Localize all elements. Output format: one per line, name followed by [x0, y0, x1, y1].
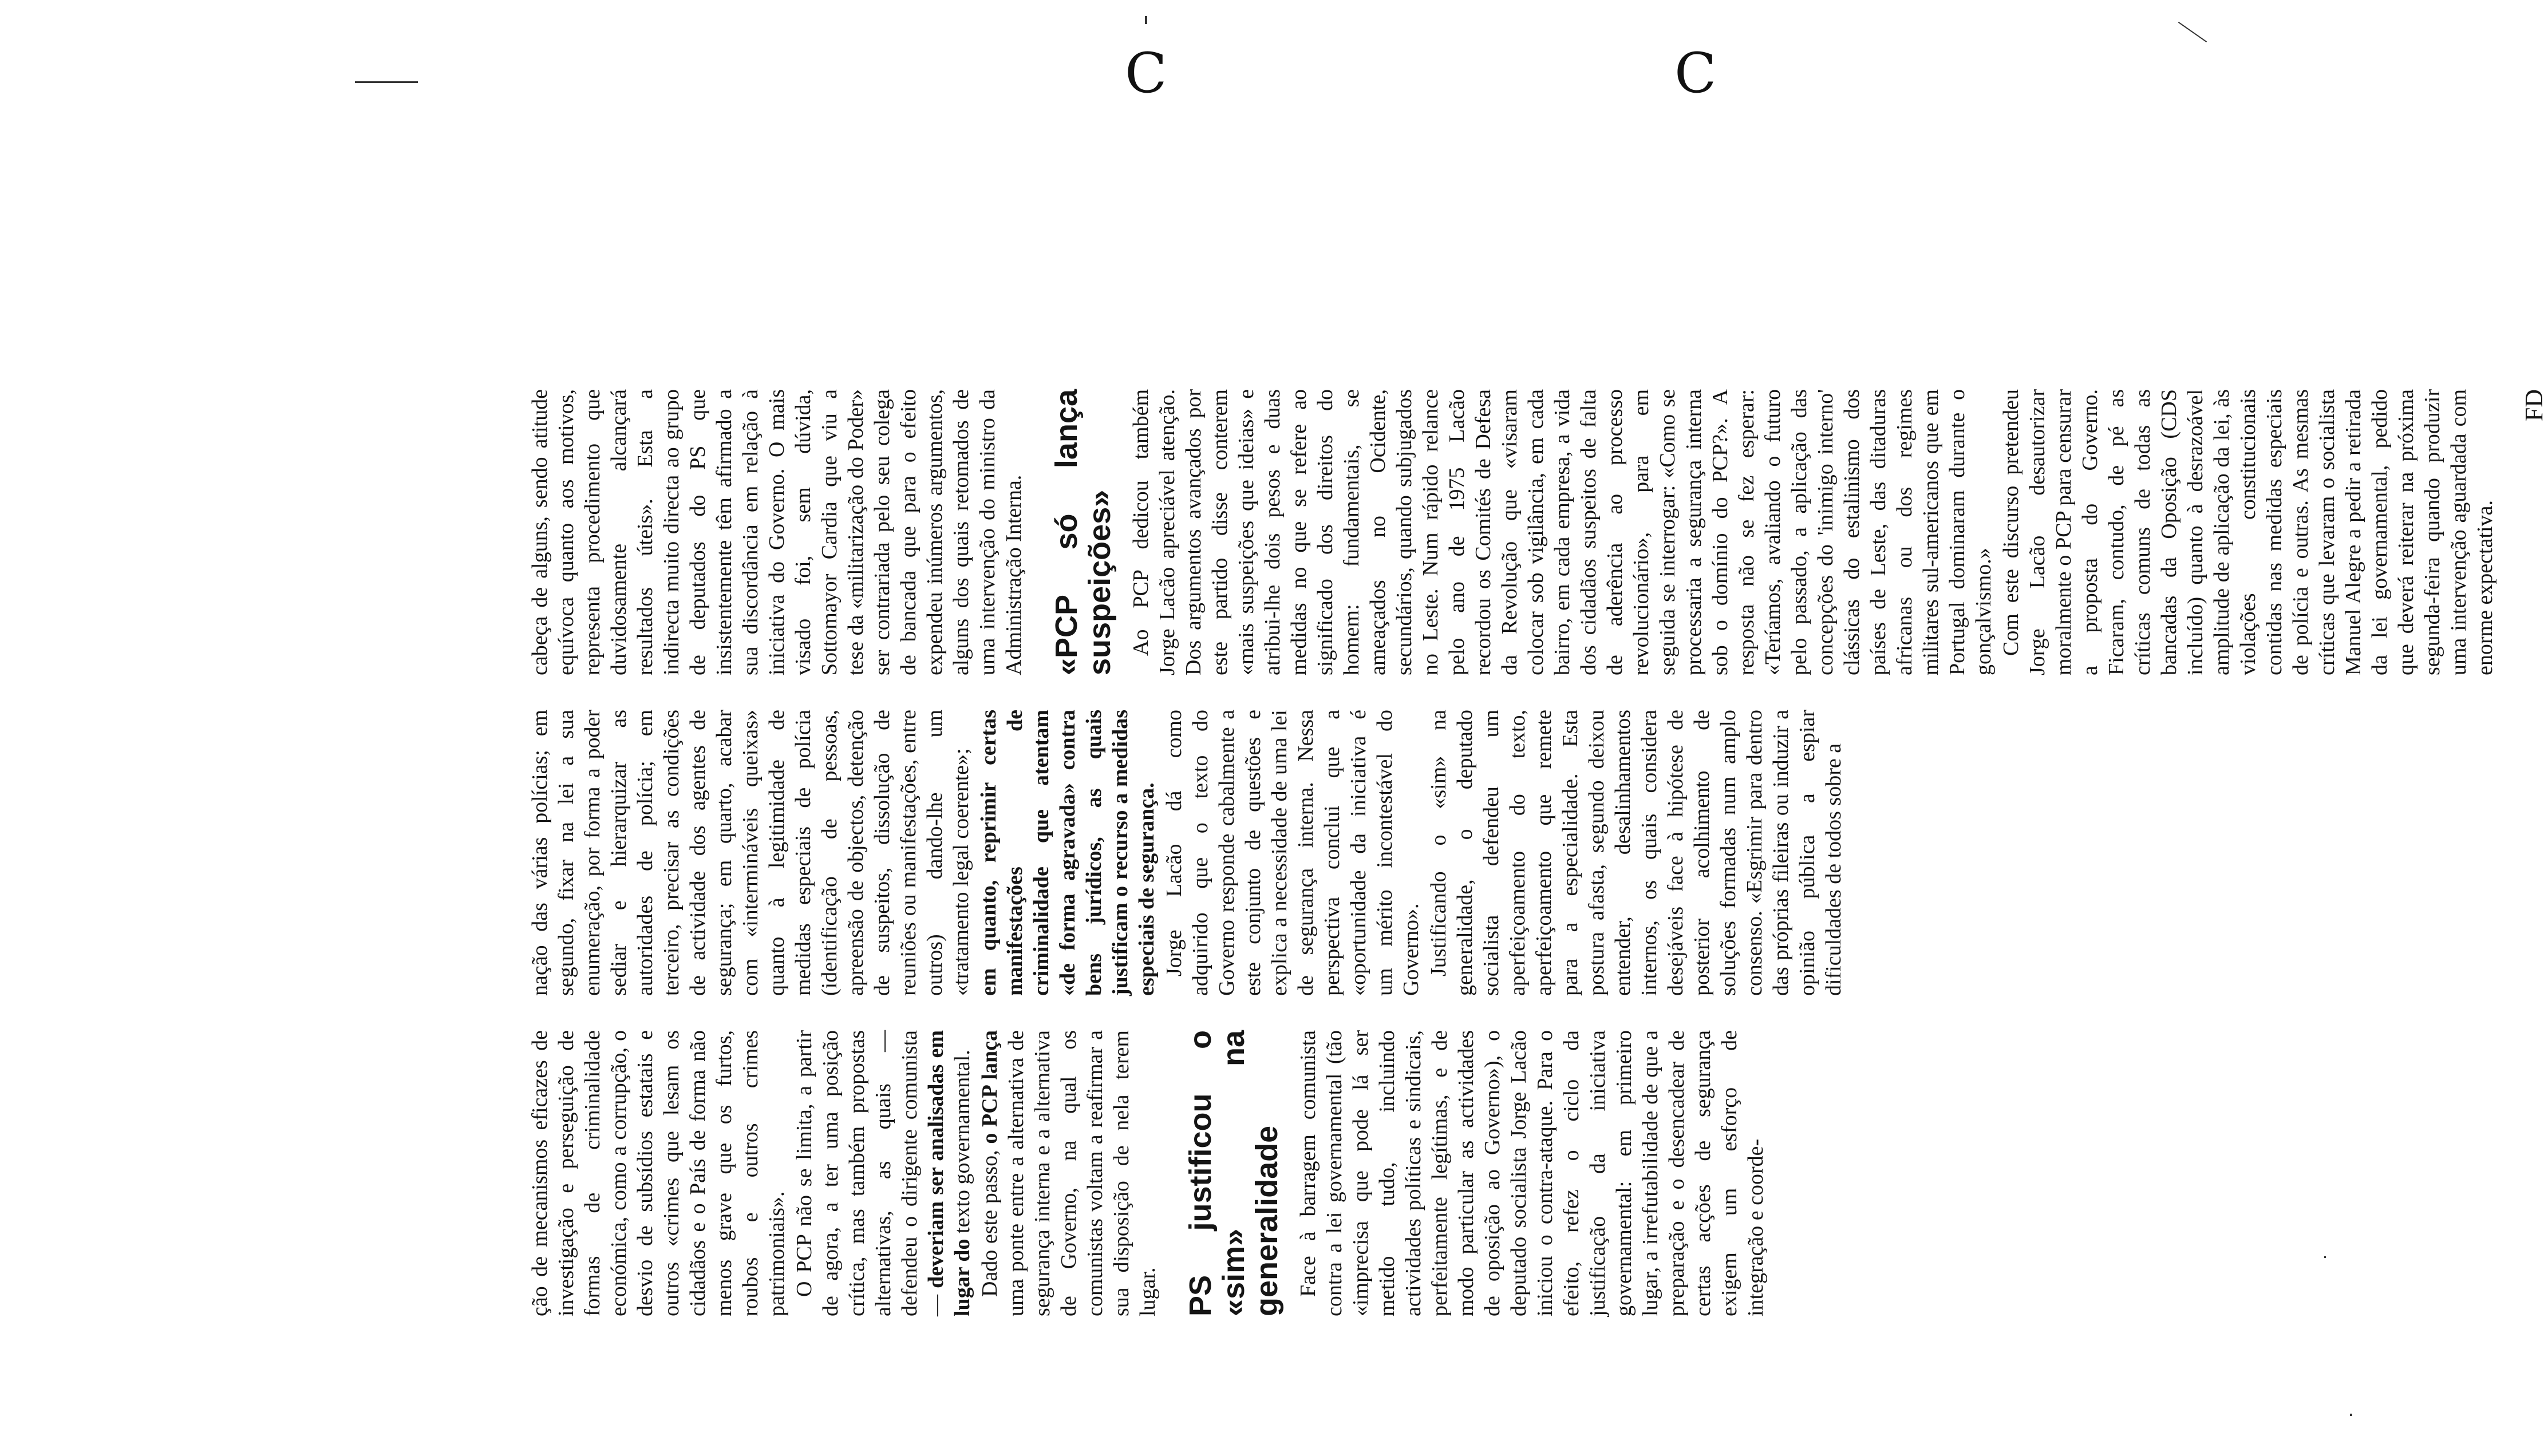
- binding-mark-right: C: [1674, 41, 1717, 105]
- column-1: [527, 1030, 1768, 1316]
- paragraph: Jorge Lacão dá como adquirido que o texto do Governo responde cabalmente a este conjunto de questões e explica a necessidade de uma lei de segurança interna. Nessa perspectiva conclui que a «oportunidade da iniciativa é um mérito incontestável do Governo».: [1162, 710, 1423, 996]
- paragraph: ção de mecanismos eficazes de investigação e perseguição de formas de criminalidade económica, como a corrupção, o desvio de subsídios estatais e outros «crimes que lesam os cidadãos e o País de forma não menos grave que os furtos, roubos e outros crimes patrimoniais».: [528, 1030, 789, 1316]
- paragraph: Justificando o «sim» na generalidade, o deputado socialista defendeu um aperfeiçoamento do texto, aperfeiçoamento que remete para a especialidade. Esta postura afasta, segundo deixou entender, desalinhamentos internos, os quais considera desejáveis face à hipótese de posterior acolhimento de soluções formadas num amplo consenso. «Esgrimir para dentro das próprias fileiras ou induzir a opinião pública a espiar dificuldades de todos sobre a: [1427, 710, 1846, 996]
- paragraph: nação das várias polícias; em segundo, fixar na lei a sua enumeração, por forma a poder sediar e hierarquizar as autoridades de polícia; em terceiro, precisar as condições de actividade dos agentes de segurança; em quarto, acabar com «intermináveis queixas» quanto à legitimidade de medidas especiais de polícia (identificação de pessoas, apreensão de objectos, detenção de suspeitos, dissolução de reuniões ou manifestações, entre outros) dando-lhe um «tratamento legal coerente»;: [528, 710, 973, 996]
- paragraph: Ao PCP dedicou também Jorge Lacão apreciável atenção. Dos argumentos avançados por este partido disse conterem «mais suspeições que ideias» e atribui-lhe dois pesos e duas medidas no que se refere ao significado dos direitos do homem: fundamentais, se ameaçados no Ocidente, secundários, quando subjugados no Leste. Num rápido relance pelo ano de 1975 Lacão recordou os Comités de Defesa da Revolução que «visaram colocar sob vigilância, em cada bairro, em cada empresa, a vida dos cidadãos suspeitos de falta de aderência ao processo revolucionário», para em seguida se interrogar: «Como se processaria a segurança interna sob o domínio do PCP?». A resposta não se fez esperar: «Teríamos, avaliando o futuro pelo passado, a aplicação das concepções do 'inimigo interno' clássicas do estalinismo dos países de Leste, das ditaduras africanas ou dos regimes militares sul-americanos que em Portugal dominaram durante o gonçalvismo.»: [1129, 389, 1996, 675]
- top-rule: [355, 81, 418, 83]
- column-3: [527, 389, 2548, 675]
- paragraph: O PCP não se limita, a partir de agora, a ter uma posição crítica, mas também propostas alternativas, as quais — defendeu o dirigente comunista — deveriam ser analisadas em lugar do texto governamental.: [792, 1030, 974, 1316]
- speck: [1145, 16, 1147, 24]
- section-heading: PS justificou o «sim» na generalidade: [1183, 1030, 1284, 1316]
- paragraph: em quanto, reprimir certas manifestações de criminalidade que atentam «de forma agravada» contra bens jurídicos, as quais justificam o recurso a medidas especiais de segurança.: [977, 710, 1159, 996]
- speck: [2350, 1414, 2352, 1416]
- paragraph: Dado este passo, o PCP lança uma ponte entre a alternativa de segurança interna e a alternativa de Governo, na qual os comunistas voltam a reafirmar a sua disposição de nela terem lugar.: [978, 1030, 1160, 1316]
- newspaper-clipping: [527, 80, 2548, 1316]
- paragraph: cabeça de alguns, sendo atitude equívoca quanto aos motivos, representa procedimento que duvidosamente alcançará resultados úteis». Esta a indirecta muito directa ao grupo de deputados do PS que insistentemente têm afirmado a sua discordância em relação à iniciativa do Governo. O mais visado foi, sem dúvida, Sottomayor Cardia que viu a tese da «militarização do Poder» ser contrariada pelo seu colega de bancada que para o efeito expendeu inúmeros argumentos, alguns dos quais retomados de uma intervenção do ministro da Administração Interna.: [528, 389, 1026, 675]
- paragraph: Com este discurso pretendeu Jorge Lacão desautorizar moralmente o PCP para censurar a proposta do Governo. Ficaram, contudo, de pé as críticas comuns de todas as bancadas da Oposição (CDS incluído) quanto à desrazoável amplitude de aplicação da lei, às violações constitucionais contidas nas medidas especiais de polícia e outras. As mesmas críticas que levaram o socialista Manuel Alegre a pedir a retirada da lei governamental, pedido que deverá reiterar na próxima segunda-feira quando produzir uma intervenção aguardada com enorme expectativa.: [1999, 389, 2497, 675]
- paragraph: Face à barragem comunista contra a lei governamental (tão «imprecisa que pode lá ser metido tudo, incluindo actividades políticas e sindicais, perfeitamente legítimas, e de modo particular as actividades de oposição ao Governo»), o deputado socialista Jorge Lacão iniciou o contra-ataque. Para o efeito, refez o ciclo da justificação da iniciativa governamental: em primeiro lugar, a irrefutabilidade de que a preparação e o desencadear de certas acções de segurança exigem um esforço de integração e coorde-: [1296, 1030, 1768, 1316]
- author-signature: FD: [2520, 389, 2548, 422]
- binding-mark-left: C: [1125, 41, 1167, 105]
- speck: [2178, 22, 2207, 42]
- speck: [2324, 1256, 2326, 1258]
- column-2: [527, 710, 1846, 996]
- section-heading: «PCP só lança suspeições»: [1049, 389, 1117, 675]
